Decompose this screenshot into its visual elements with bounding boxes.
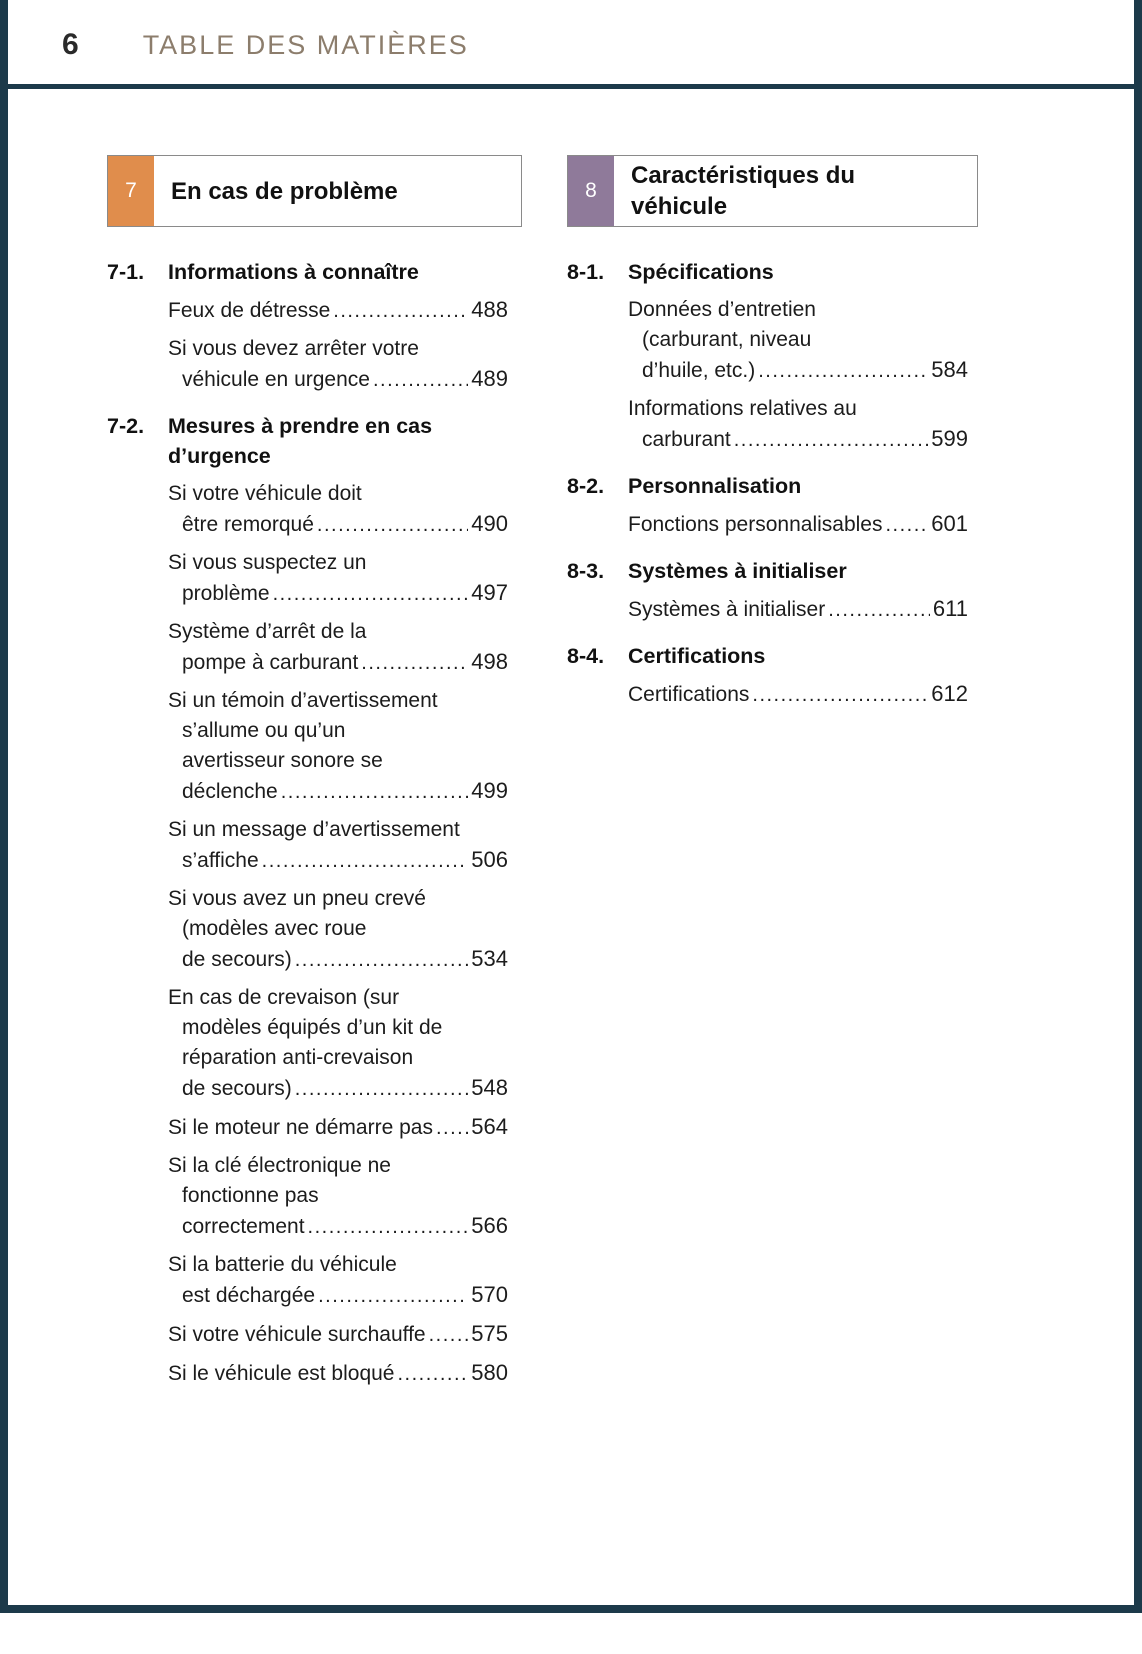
- entry-line: (modèles avec roue: [182, 917, 367, 940]
- group-title: [628, 641, 978, 671]
- entry-page-number: 570: [471, 1282, 508, 1307]
- toc-entry: [168, 295, 508, 326]
- entry-text: s’affiche: [182, 849, 259, 872]
- entry-page-number: 488: [471, 297, 508, 322]
- group-id: 8-4.: [567, 644, 605, 668]
- group-title: [168, 257, 522, 287]
- group-title-line: Personnalisation: [628, 474, 802, 498]
- group-title-line: d’urgence: [168, 444, 271, 468]
- entry-line: [168, 1319, 508, 1350]
- entry-page-number: 584: [931, 357, 968, 382]
- entry-page-number: 497: [471, 580, 508, 605]
- dot-leader: [318, 1281, 468, 1311]
- entry-line: Si un message d’avertissement: [168, 818, 460, 841]
- entry-line: [628, 509, 968, 540]
- dot-leader: [429, 1320, 469, 1350]
- entry-line: fonctionne pas: [182, 1184, 319, 1207]
- header-rule: [8, 84, 1134, 89]
- section-number-badge: 8: [568, 156, 614, 226]
- toc-columns: [107, 155, 978, 1397]
- entry-text: de secours): [182, 948, 292, 971]
- entry-text: Si votre véhicule surchauffe: [168, 1323, 426, 1346]
- entry-text: Fonctions personnalisables: [628, 513, 883, 536]
- group-id: 7-2.: [107, 414, 145, 438]
- dot-leader: [308, 1212, 469, 1242]
- entry-text: Feux de détresse: [168, 299, 331, 322]
- entry-text: déclenche: [182, 780, 278, 803]
- entry-line: Si la clé électronique ne: [168, 1154, 391, 1177]
- dot-leader: [885, 510, 928, 540]
- entry-page-number: 580: [471, 1360, 508, 1385]
- group-heading: [567, 641, 978, 671]
- entry-line: [168, 295, 508, 326]
- entry-text: est déchargée: [182, 1284, 316, 1307]
- entry-page-number: 564: [471, 1114, 508, 1139]
- dot-leader: [373, 365, 468, 395]
- entry-line: [168, 509, 508, 540]
- entry-line: s’allume ou qu’un: [182, 719, 346, 742]
- dot-leader: [333, 296, 468, 326]
- dot-leader: [295, 1074, 469, 1104]
- entry-text: Si le moteur ne démarre pas: [168, 1116, 433, 1139]
- entry-line: modèles équipés d’un kit de: [182, 1016, 443, 1039]
- entry-page-number: 612: [931, 681, 968, 706]
- entry-line: Système d’arrêt de la: [168, 620, 367, 643]
- entry-line: [168, 1073, 508, 1104]
- group-title-line: Certifications: [628, 644, 766, 668]
- toc-entry: [168, 548, 508, 609]
- entry-page-number: 548: [471, 1075, 508, 1100]
- entry-line: [168, 1358, 508, 1389]
- entry-text: carburant: [642, 428, 731, 451]
- entry-text: Systèmes à initialiser: [628, 598, 826, 621]
- entry-line: Données d’entretien: [628, 298, 816, 321]
- entry-line: [168, 1112, 508, 1143]
- entry-page-number: 490: [471, 511, 508, 536]
- group-heading: [567, 257, 978, 287]
- entry-text: problème: [182, 582, 270, 605]
- toc-entry: [168, 1151, 508, 1242]
- entry-line: [168, 1211, 508, 1242]
- entry-line: [168, 944, 508, 975]
- entry-line: Si vous devez arrêter votre: [168, 337, 419, 360]
- page-frame-right: [1134, 0, 1142, 1613]
- dot-leader: [752, 680, 928, 710]
- entry-page-number: 534: [471, 946, 508, 971]
- group-title-line: Spécifications: [628, 260, 774, 284]
- dot-leader: [828, 595, 930, 625]
- dot-leader: [317, 510, 468, 540]
- toc-entry: [168, 334, 508, 395]
- entry-text: Certifications: [628, 683, 750, 706]
- toc-entry: [168, 815, 508, 876]
- group-title: [628, 471, 978, 501]
- entry-page-number: 599: [931, 426, 968, 451]
- entry-line: [628, 355, 968, 386]
- group-title: [628, 556, 978, 586]
- toc-entry: [628, 295, 968, 386]
- entry-line: Si vous suspectez un: [168, 551, 367, 574]
- entry-line: Si votre véhicule doit: [168, 482, 362, 505]
- entry-page-number: 566: [471, 1213, 508, 1238]
- toc-entry: [168, 983, 508, 1104]
- entry-text: pompe à carburant: [182, 651, 359, 674]
- toc-entry: [628, 509, 968, 540]
- group-id: 7-1.: [107, 260, 145, 284]
- entry-line: En cas de crevaison (sur: [168, 986, 400, 1009]
- group-title: [168, 411, 522, 471]
- dot-leader: [436, 1113, 468, 1143]
- entry-line: [168, 364, 508, 395]
- dot-leader: [295, 945, 469, 975]
- entry-text: véhicule en urgence: [182, 368, 370, 391]
- entry-page-number: 611: [932, 596, 968, 621]
- entry-line: Si un témoin d’avertissement: [168, 689, 438, 712]
- entry-line: [168, 578, 508, 609]
- entry-line: [168, 845, 508, 876]
- toc-entry: [168, 1358, 508, 1389]
- entry-line: [628, 424, 968, 455]
- section-box: [567, 155, 978, 227]
- group-id: 8-2.: [567, 474, 605, 498]
- toc-entry: [628, 594, 968, 625]
- section-title-line: Caractéristiques du: [631, 162, 856, 189]
- toc-entry: [168, 617, 508, 678]
- entry-text: d’huile, etc.): [642, 359, 756, 382]
- section-number-badge: 7: [108, 156, 154, 226]
- toc-column: [567, 155, 978, 1397]
- entry-line: (carburant, niveau: [642, 328, 812, 351]
- dot-leader: [758, 356, 928, 386]
- toc-entry: [168, 1250, 508, 1311]
- entry-page-number: 506: [471, 847, 508, 872]
- page-title: TABLE DES MATIÈRES: [142, 30, 469, 60]
- entry-text: être remorqué: [182, 513, 314, 536]
- group-heading: [107, 257, 522, 287]
- entry-line: [168, 1280, 508, 1311]
- group-title: [628, 257, 978, 287]
- dot-leader: [397, 1359, 468, 1389]
- dot-leader: [734, 425, 929, 455]
- entry-line: [168, 776, 508, 807]
- entry-page-number: 575: [471, 1321, 508, 1346]
- dot-leader: [262, 846, 469, 876]
- toc-entry: [168, 686, 508, 807]
- group-heading: [107, 411, 522, 471]
- entry-line: réparation anti-crevaison: [182, 1046, 414, 1069]
- entry-page-number: 498: [471, 649, 508, 674]
- toc-column: [107, 155, 522, 1397]
- toc-entry: [168, 1112, 508, 1143]
- entry-text: Si le véhicule est bloqué: [168, 1362, 395, 1385]
- toc-entry: [628, 679, 968, 710]
- toc-entry: [628, 394, 968, 455]
- section-box: [107, 155, 522, 227]
- group-id: 8-3.: [567, 559, 605, 583]
- entry-line: [628, 594, 968, 625]
- section-title-line: véhicule: [631, 193, 728, 220]
- entry-line: [628, 679, 968, 710]
- entry-line: Si vous avez un pneu crevé: [168, 887, 426, 910]
- entry-page-number: 601: [931, 511, 968, 536]
- toc-entry: [168, 1319, 508, 1350]
- page-frame-bottom: [0, 1605, 1142, 1613]
- page-header: [62, 28, 469, 62]
- group-title-line: Mesures à prendre en cas: [168, 414, 433, 438]
- entry-line: avertisseur sonore se: [182, 749, 383, 772]
- entry-page-number: 489: [471, 366, 508, 391]
- page-number: 6: [62, 28, 79, 61]
- toc-entry: [168, 884, 508, 975]
- section-title: [154, 156, 398, 226]
- group-id: 8-1.: [567, 260, 605, 284]
- entry-line: Si la batterie du véhicule: [168, 1253, 397, 1276]
- dot-leader: [281, 777, 469, 807]
- group-title-line: Informations à connaître: [168, 260, 419, 284]
- entry-text: correctement: [182, 1215, 305, 1238]
- entry-line: Informations relatives au: [628, 397, 857, 420]
- entry-page-number: 499: [471, 778, 508, 803]
- group-title-line: Systèmes à initialiser: [628, 559, 847, 583]
- page-frame-left: [0, 0, 8, 1613]
- section-title: [614, 156, 855, 226]
- dot-leader: [273, 579, 469, 609]
- entry-text: de secours): [182, 1077, 292, 1100]
- group-heading: [567, 471, 978, 501]
- entry-line: [168, 647, 508, 678]
- group-heading: [567, 556, 978, 586]
- dot-leader: [361, 648, 468, 678]
- toc-entry: [168, 479, 508, 540]
- section-title-line: En cas de problème: [171, 177, 398, 205]
